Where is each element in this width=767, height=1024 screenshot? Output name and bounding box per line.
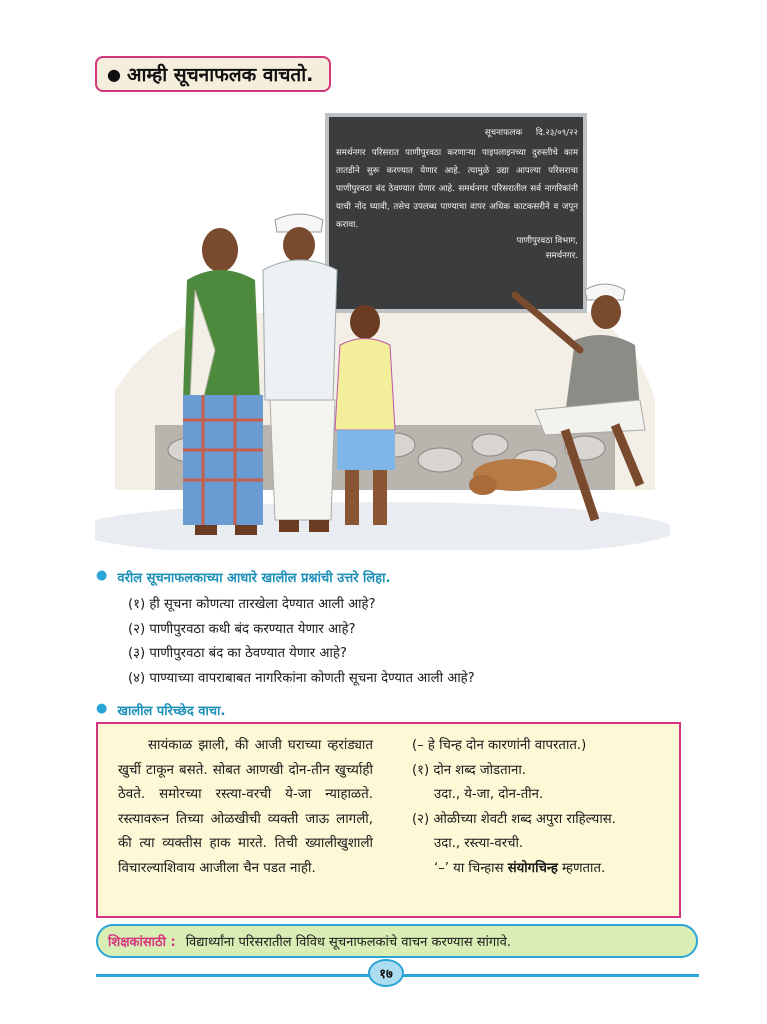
reading-paragraph-block bbox=[118, 734, 373, 882]
reading-paragraph: सायंकाळ झाली, की आजी घराच्या व्हरांड्यात खुर्ची टाकून बसते. सोबत आणखी दोन-तीन खुर्च्याही ठेवते. समोरच्या रस्त्या-वरची ये-जा न्याहाळते. रस्त्यावरून तिच्या ओळखीची व्यक्ती जाऊ लागली, की त्या व्यक्तीस हाक मारते. तिची ख्यालीखुशाली विचारल्याशिवाय आजीला चैन पडत नाही. bbox=[118, 738, 373, 876]
notice-body: समर्थनगर परिसरात पाणीपुरवठा करणाऱ्या पाइपलाइनच्या दुरुस्तीचे काम तातडीने सुरू करण्यात येणार आहे. त्यामुळे उद्या आपल्या परिसराचा पाणीपुरवठा बंद ठेवण्यात येणार आहे. समर्थनगर परिसरातील सर्व नागरिकांनी याची नोंद घ्यावी, तसेच उपलब्ध पाण्याचा वापर अधिक काटकसरीने व जपून करावा. bbox=[336, 148, 578, 230]
teacher-note-box bbox=[96, 924, 698, 958]
notice-sign-line-2: समर्थनगर. bbox=[545, 251, 578, 261]
notice-heading: सूचनाफलक bbox=[484, 128, 523, 138]
question-item: (१) ही सूचना कोणत्या तारखेला देण्यात आली आहे? bbox=[128, 597, 376, 612]
man-lungi-figure bbox=[183, 228, 263, 535]
questions-heading: वरील सूचनाफलकाच्या आधारे खालील प्रश्नांची उत्तरे लिहा. bbox=[117, 571, 391, 586]
notice-board-heading bbox=[336, 124, 578, 142]
notes-closing-suffix: म्हणतात. bbox=[557, 860, 606, 876]
reading-bullet: ● bbox=[96, 701, 108, 716]
reading-box bbox=[96, 722, 681, 918]
notes-point-2: (२) ओळीच्या शेवटी शब्द अपुरा राहिल्यास. bbox=[412, 811, 616, 827]
hyphen-notes bbox=[412, 734, 678, 882]
page-number: १७ bbox=[368, 959, 404, 987]
teacher-note-label: शिक्षकांसाठी : bbox=[108, 935, 176, 950]
notice-date: दि.२३/०९/२२ bbox=[535, 128, 578, 138]
question-item: (४) पाण्याच्या वापराबाबत नागरिकांना कोणती सूचना देण्यात आली आहे? bbox=[128, 670, 475, 686]
lesson-title-box bbox=[95, 56, 331, 92]
notice-board-text bbox=[336, 124, 578, 264]
question-item: (३) पाणीपुरवठा बंद का ठेवण्यात येणार आहे? bbox=[128, 646, 347, 661]
notice-signature bbox=[336, 234, 578, 264]
questions-list bbox=[128, 593, 475, 691]
notes-closing-prefix: ‘–’ या चिन्हास bbox=[434, 860, 508, 876]
notes-intro: (– हे चिन्ह दोन कारणांनी वापरतात.) bbox=[412, 738, 587, 753]
notes-point-1-example: उदा., ये-जा, दोन-तीन. bbox=[434, 787, 544, 803]
lesson-title: आम्ही सूचनाफलक वाचतो. bbox=[126, 64, 314, 86]
questions-heading-row bbox=[96, 568, 390, 586]
reading-heading: खालील परिच्छेद वाचा. bbox=[117, 704, 226, 719]
notes-point-2-example: उदा., रस्त्या-वरची. bbox=[434, 836, 524, 852]
notice-sign-line-1: पाणीपुरवठा विभाग, bbox=[516, 236, 578, 246]
notes-point-1: (१) दोन शब्द जोडताना. bbox=[412, 762, 526, 778]
questions-bullet: ● bbox=[96, 568, 108, 583]
reading-heading-row bbox=[96, 701, 225, 719]
title-bullet: ● bbox=[107, 64, 121, 84]
teacher-note-text: विद्यार्थ्यांना परिसरातील विविध सूचनाफलकांचे वाचन करण्यास सांगावे. bbox=[185, 935, 511, 950]
notes-closing bbox=[412, 857, 678, 882]
question-item: (२) पाणीपुरवठा कधी बंद करण्यात येणार आहे? bbox=[128, 621, 356, 637]
notes-closing-bold: संयोगचिन्ह bbox=[507, 860, 558, 876]
